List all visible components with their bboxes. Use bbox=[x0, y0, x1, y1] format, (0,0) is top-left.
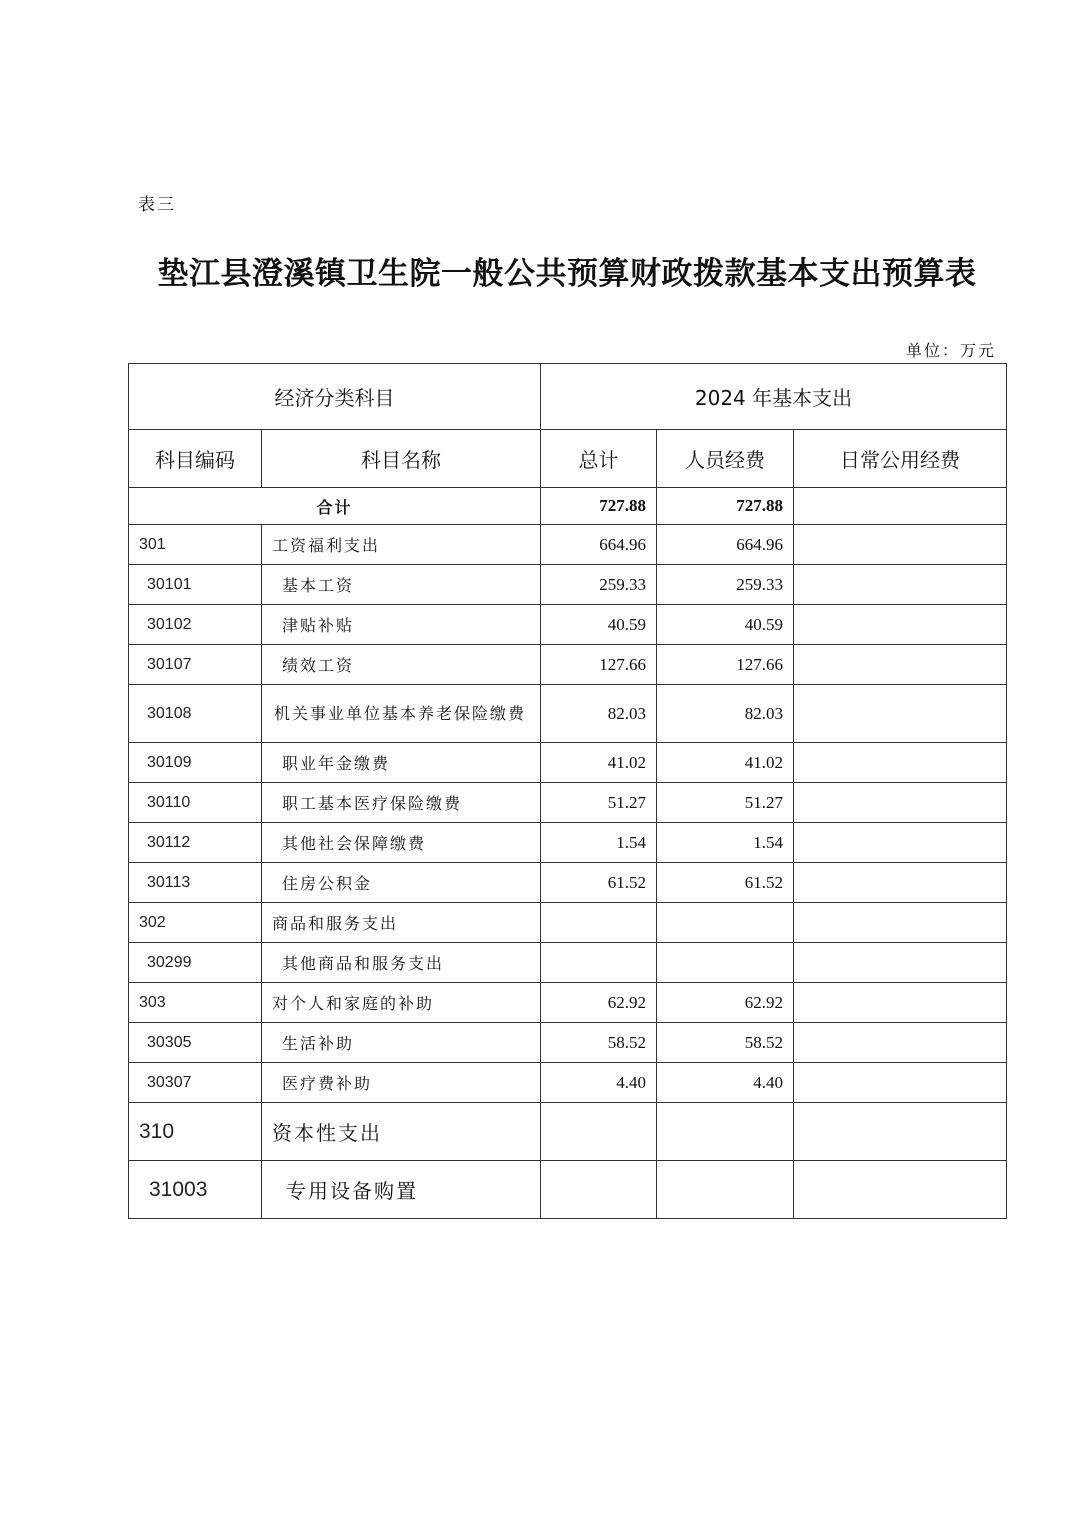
row-public bbox=[794, 565, 1007, 605]
row-name: 机关事业单位基本养老保险缴费 bbox=[262, 685, 541, 743]
row-personnel: 82.03 bbox=[657, 685, 794, 743]
row-total bbox=[541, 1161, 657, 1219]
row-public bbox=[794, 1063, 1007, 1103]
row-name: 基本工资 bbox=[262, 565, 541, 605]
row-personnel: 664.96 bbox=[657, 525, 794, 565]
table-row bbox=[129, 743, 1007, 783]
row-public bbox=[794, 943, 1007, 983]
total-label: 合计 bbox=[129, 488, 541, 525]
row-total: 1.54 bbox=[541, 823, 657, 863]
row-public bbox=[794, 983, 1007, 1023]
row-name: 其他社会保障缴费 bbox=[262, 823, 541, 863]
row-personnel: 61.52 bbox=[657, 863, 794, 903]
row-code: 30307 bbox=[129, 1063, 262, 1103]
row-personnel bbox=[657, 943, 794, 983]
row-name: 住房公积金 bbox=[262, 863, 541, 903]
header-name: 科目名称 bbox=[262, 430, 541, 488]
row-name: 职业年金缴费 bbox=[262, 743, 541, 783]
row-name: 工资福利支出 bbox=[262, 525, 541, 565]
row-code: 301 bbox=[129, 525, 262, 565]
row-personnel: 1.54 bbox=[657, 823, 794, 863]
row-personnel bbox=[657, 1103, 794, 1161]
header-personnel: 人员经费 bbox=[657, 430, 794, 488]
row-name: 专用设备购置 bbox=[262, 1161, 541, 1219]
row-name: 商品和服务支出 bbox=[262, 903, 541, 943]
table-row bbox=[129, 983, 1007, 1023]
table-row bbox=[129, 943, 1007, 983]
row-name: 绩效工资 bbox=[262, 645, 541, 685]
row-total bbox=[541, 903, 657, 943]
row-public bbox=[794, 525, 1007, 565]
header-row-columns bbox=[129, 430, 1007, 488]
row-code: 310 bbox=[129, 1103, 262, 1161]
row-total: 41.02 bbox=[541, 743, 657, 783]
row-code: 30109 bbox=[129, 743, 262, 783]
row-code: 30110 bbox=[129, 783, 262, 823]
header-public: 日常公用经费 bbox=[794, 430, 1007, 488]
row-personnel bbox=[657, 1161, 794, 1219]
row-name: 资本性支出 bbox=[262, 1103, 541, 1161]
row-public bbox=[794, 1023, 1007, 1063]
total-personnel: 727.88 bbox=[657, 488, 794, 525]
row-total: 664.96 bbox=[541, 525, 657, 565]
row-total: 61.52 bbox=[541, 863, 657, 903]
total-public bbox=[794, 488, 1007, 525]
row-public bbox=[794, 743, 1007, 783]
row-total: 82.03 bbox=[541, 685, 657, 743]
budget-table bbox=[128, 363, 1007, 1219]
table-row bbox=[129, 645, 1007, 685]
row-public bbox=[794, 823, 1007, 863]
row-public bbox=[794, 685, 1007, 743]
row-public bbox=[794, 863, 1007, 903]
table-row bbox=[129, 863, 1007, 903]
row-total: 127.66 bbox=[541, 645, 657, 685]
header-basic-expense: 2024 年基本支出 bbox=[541, 364, 1007, 430]
total-row bbox=[129, 488, 1007, 525]
row-code: 30112 bbox=[129, 823, 262, 863]
row-code: 30102 bbox=[129, 605, 262, 645]
row-code: 302 bbox=[129, 903, 262, 943]
row-name: 对个人和家庭的补助 bbox=[262, 983, 541, 1023]
row-personnel: 259.33 bbox=[657, 565, 794, 605]
row-public bbox=[794, 783, 1007, 823]
row-personnel: 58.52 bbox=[657, 1023, 794, 1063]
header-total: 总计 bbox=[541, 430, 657, 488]
table-row bbox=[129, 605, 1007, 645]
table-row bbox=[129, 1063, 1007, 1103]
table-row bbox=[129, 1023, 1007, 1063]
row-public bbox=[794, 903, 1007, 943]
header-code: 科目编码 bbox=[129, 430, 262, 488]
row-public bbox=[794, 645, 1007, 685]
table-row bbox=[129, 1161, 1007, 1219]
row-code: 30305 bbox=[129, 1023, 262, 1063]
row-personnel: 51.27 bbox=[657, 783, 794, 823]
row-name: 其他商品和服务支出 bbox=[262, 943, 541, 983]
row-code: 31003 bbox=[129, 1161, 262, 1219]
row-code: 30113 bbox=[129, 863, 262, 903]
row-total: 58.52 bbox=[541, 1023, 657, 1063]
row-code: 30299 bbox=[129, 943, 262, 983]
row-total bbox=[541, 1103, 657, 1161]
row-personnel: 41.02 bbox=[657, 743, 794, 783]
row-personnel: 127.66 bbox=[657, 645, 794, 685]
row-total: 4.40 bbox=[541, 1063, 657, 1103]
table-row bbox=[129, 565, 1007, 605]
table-row bbox=[129, 823, 1007, 863]
row-personnel: 4.40 bbox=[657, 1063, 794, 1103]
table-row bbox=[129, 525, 1007, 565]
row-public bbox=[794, 1103, 1007, 1161]
header-row-group bbox=[129, 364, 1007, 430]
total-total: 727.88 bbox=[541, 488, 657, 525]
row-personnel: 62.92 bbox=[657, 983, 794, 1023]
table-row bbox=[129, 783, 1007, 823]
row-code: 303 bbox=[129, 983, 262, 1023]
row-public bbox=[794, 1161, 1007, 1219]
row-code: 30108 bbox=[129, 685, 262, 743]
row-public bbox=[794, 605, 1007, 645]
table-row bbox=[129, 903, 1007, 943]
row-name: 生活补助 bbox=[262, 1023, 541, 1063]
row-name: 职工基本医疗保险缴费 bbox=[262, 783, 541, 823]
row-code: 30101 bbox=[129, 565, 262, 605]
row-total: 51.27 bbox=[541, 783, 657, 823]
row-total bbox=[541, 943, 657, 983]
row-name: 医疗费补助 bbox=[262, 1063, 541, 1103]
table-row bbox=[129, 685, 1007, 743]
table-number-label: 表三 bbox=[138, 195, 176, 215]
row-personnel: 40.59 bbox=[657, 605, 794, 645]
row-total: 40.59 bbox=[541, 605, 657, 645]
header-econ-class: 经济分类科目 bbox=[129, 364, 541, 430]
row-total: 62.92 bbox=[541, 983, 657, 1023]
document-title: 垫江县澄溪镇卫生院一般公共预算财政拨款基本支出预算表 bbox=[157, 256, 977, 292]
table-row bbox=[129, 1103, 1007, 1161]
unit-label: 单位：万元 bbox=[905, 341, 996, 360]
row-code: 30107 bbox=[129, 645, 262, 685]
row-personnel bbox=[657, 903, 794, 943]
row-name: 津贴补贴 bbox=[262, 605, 541, 645]
row-total: 259.33 bbox=[541, 565, 657, 605]
